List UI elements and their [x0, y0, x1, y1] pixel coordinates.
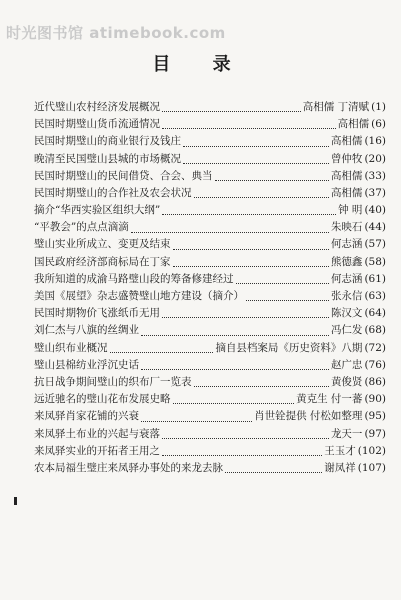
toc-entry-page: (40)	[364, 204, 386, 217]
toc-entry-title: “平教会”的点点滴滴	[34, 221, 129, 234]
dot-leader	[194, 195, 329, 198]
toc-entry-author: 高相儒 丁清赋	[302, 100, 370, 113]
toc-entry-title: 民国时期璧山的商业银行及钱庄	[34, 135, 181, 148]
toc-entry-page: (44)	[364, 221, 386, 234]
dot-leader	[215, 178, 329, 181]
table-of-contents	[34, 99, 386, 477]
toc-entry-title: 民国时期璧山货币流通情况	[34, 118, 160, 131]
toc-entry-page: (86)	[364, 375, 386, 388]
toc-entry-author: 高相儒	[330, 186, 363, 199]
toc-entry-author: 龙天一	[330, 427, 363, 440]
toc-entry-page: (57)	[364, 238, 386, 251]
toc-entry-author: 冯仁发	[330, 324, 363, 337]
toc-entry-title: 来凤驿肖家花铺的兴衰	[34, 410, 139, 423]
dot-leader	[173, 247, 329, 250]
toc-entry-author: 熊德鑫	[330, 255, 363, 268]
dot-leader	[141, 419, 252, 422]
toc-entry[interactable]	[34, 168, 386, 185]
dot-leader	[173, 401, 295, 404]
toc-entry-author: 王玉才	[324, 444, 356, 457]
toc-entry-page: (37)	[364, 186, 386, 199]
toc-entry[interactable]	[34, 116, 386, 133]
toc-entry-page: (6)	[371, 118, 386, 131]
toc-entry-author: 张永信	[330, 290, 363, 303]
toc-entry[interactable]	[34, 237, 386, 254]
toc-entry-page: (63)	[364, 290, 386, 303]
toc-entry-author: 何志涵	[330, 238, 363, 251]
dot-leader	[246, 298, 329, 301]
toc-entry[interactable]	[34, 288, 386, 305]
toc-entry-title: 远近驰名的璧山花布发展史略	[34, 393, 171, 406]
toc-entry-title: 国民政府经济部商标局在丁家	[34, 255, 171, 268]
toc-entry[interactable]	[34, 374, 386, 391]
dot-leader	[141, 333, 329, 336]
toc-entry[interactable]	[34, 357, 386, 374]
toc-entry[interactable]	[34, 305, 386, 322]
dot-leader	[162, 436, 329, 439]
toc-entry-title: 璧山实业所成立、变更及结束	[34, 238, 171, 251]
toc-entry-author: 黄克生 付一蕃	[296, 393, 363, 406]
dot-leader	[162, 315, 329, 318]
toc-entry-author: 肖世铨提供 付松如整理	[254, 410, 363, 423]
dot-leader	[162, 453, 322, 456]
toc-entry-title: 农本局福生璧庄来凤驿办事处的来龙去脉	[34, 461, 223, 474]
toc-entry[interactable]	[34, 322, 386, 339]
toc-entry[interactable]	[34, 219, 386, 236]
toc-entry-title: 来凤驿土布业的兴起与衰落	[34, 427, 160, 440]
toc-entry-page: (90)	[364, 393, 386, 406]
toc-entry[interactable]	[34, 271, 386, 288]
toc-entry[interactable]	[34, 443, 386, 460]
dot-leader	[162, 212, 336, 215]
toc-entry-page: (102)	[357, 444, 386, 457]
toc-entry-title: 民国时期璧山的民间借贷、合会、典当	[34, 169, 213, 182]
toc-entry-title: 来凤驿实业的开拓者王用之	[34, 444, 160, 457]
toc-entry-author: 高相儒	[330, 135, 363, 148]
dot-leader	[110, 350, 214, 353]
dot-leader	[183, 161, 329, 164]
toc-entry-title: 民国时期璧山的合作社及农会状况	[34, 186, 192, 199]
toc-entry-page: (61)	[364, 272, 386, 285]
toc-entry-author: 朱映石	[330, 221, 363, 234]
toc-entry-page: (33)	[364, 169, 386, 182]
toc-entry-page: (72)	[364, 341, 386, 354]
margin-mark	[14, 497, 17, 505]
dot-leader	[131, 230, 329, 233]
toc-entry-author: 谢凤祥	[324, 461, 356, 474]
toc-entry-title: 美国《展望》杂志盛赞璧山地方建设（摘介）	[34, 290, 244, 303]
toc-entry-title: 璧山织布业概况	[34, 341, 108, 354]
toc-entry-author: 高相儒	[330, 169, 363, 182]
dot-leader	[183, 144, 329, 147]
toc-entry[interactable]	[34, 460, 386, 477]
toc-entry-title: 晚清至民国璧山县城的市场概况	[34, 152, 181, 165]
dot-leader	[194, 384, 329, 387]
dot-leader	[141, 367, 329, 370]
toc-entry[interactable]	[34, 151, 386, 168]
toc-entry-author: 摘自县档案局《历史资料》八期	[215, 341, 363, 354]
toc-entry-page: (58)	[364, 255, 386, 268]
toc-entry-author: 赵广忠	[330, 358, 363, 371]
toc-entry-title: 近代璧山农村经济发展概况	[34, 100, 160, 113]
toc-entry[interactable]	[34, 426, 386, 443]
toc-entry[interactable]	[34, 408, 386, 425]
toc-entry-page: (107)	[357, 461, 386, 474]
toc-entry-author: 陈汉文	[330, 307, 363, 320]
toc-entry[interactable]	[34, 391, 386, 408]
toc-entry-author: 曾仲牧	[330, 152, 363, 165]
toc-entry[interactable]	[34, 185, 386, 202]
toc-entry-page: (20)	[364, 152, 386, 165]
page-title: 目 录	[152, 54, 249, 75]
toc-entry-page: (68)	[364, 324, 386, 337]
toc-entry-page: (95)	[364, 410, 386, 423]
toc-entry-title: 我所知道的成渝马路璧山段的筹备修建经过	[34, 272, 234, 285]
watermark-text: 时光图书馆 atimebook.com	[6, 24, 226, 42]
toc-entry-page: (1)	[371, 100, 386, 113]
dot-leader	[162, 109, 301, 112]
dot-leader	[162, 126, 336, 129]
toc-entry-title: 民国时期物价飞涨纸币无用	[34, 307, 160, 320]
toc-entry-author: 高相儒	[337, 118, 370, 131]
toc-entry-title: 刘仁杰与八旗的丝绸业	[34, 324, 139, 337]
toc-entry-page: (16)	[364, 135, 386, 148]
toc-entry[interactable]	[34, 254, 386, 271]
toc-entry-author: 黄俊贤	[330, 375, 363, 388]
toc-entry-title: 抗日战争期间璧山的织布厂一览表	[34, 375, 192, 388]
toc-entry-author: 钟 明	[338, 204, 363, 217]
dot-leader	[236, 281, 329, 284]
toc-entry-title: 璧山县棉纺业浮沉史话	[34, 358, 139, 371]
toc-entry[interactable]	[34, 99, 386, 116]
toc-entry[interactable]	[34, 133, 386, 150]
toc-entry-page: (76)	[364, 358, 386, 371]
dot-leader	[173, 264, 329, 267]
toc-entry-title: 摘介“华西实验区组织大纲”	[34, 204, 161, 217]
dot-leader	[225, 470, 322, 473]
toc-entry-page: (64)	[364, 307, 386, 320]
toc-entry[interactable]	[34, 202, 386, 219]
toc-entry-author: 何志涵	[330, 272, 363, 285]
toc-entry[interactable]	[34, 340, 386, 357]
toc-entry-page: (97)	[364, 427, 386, 440]
